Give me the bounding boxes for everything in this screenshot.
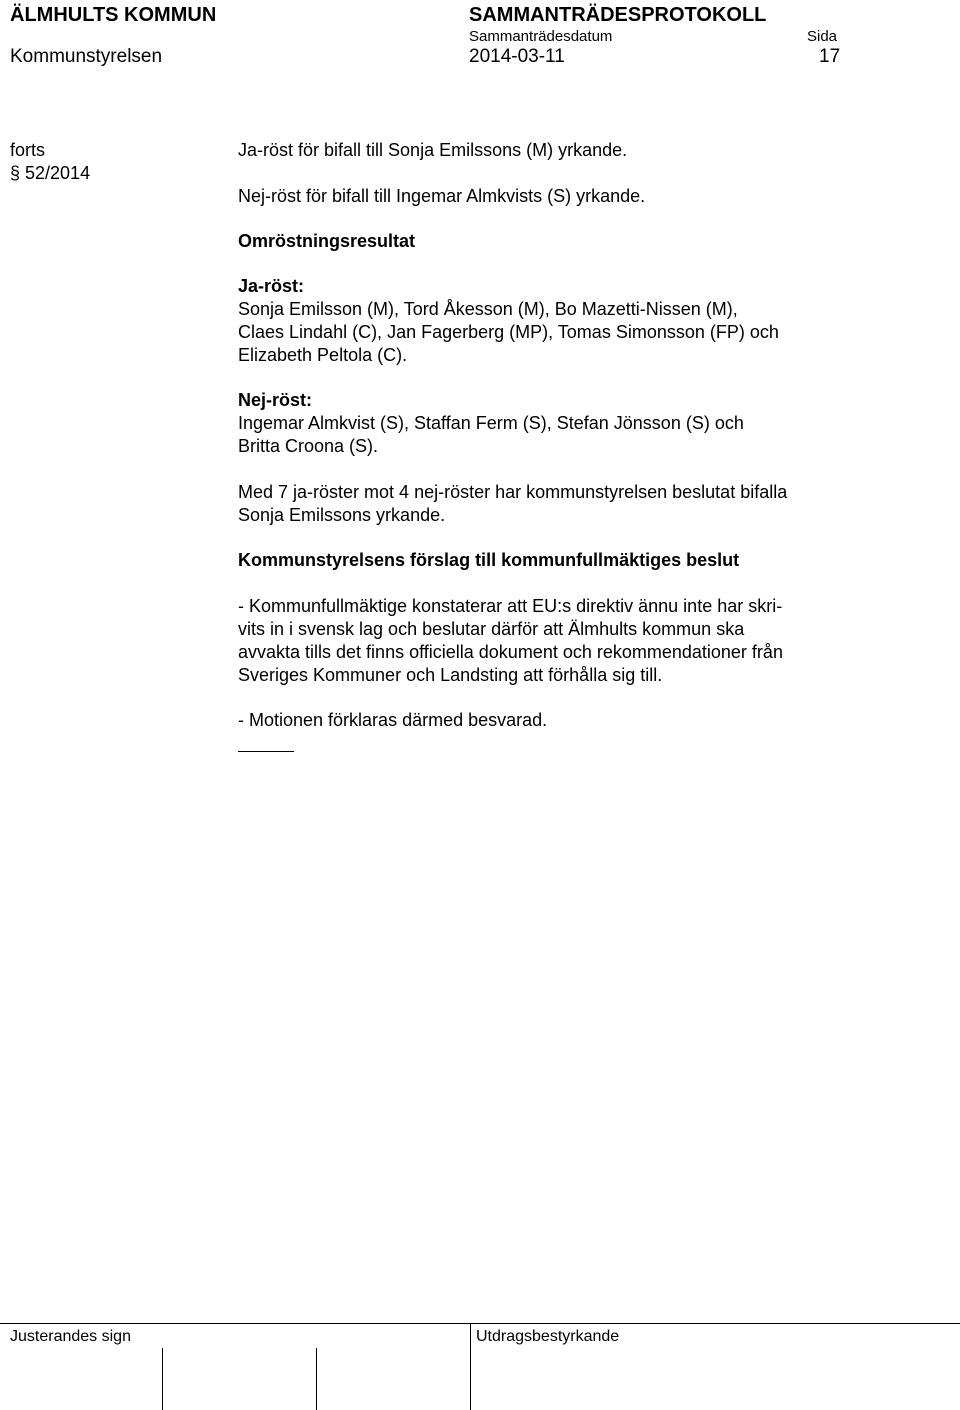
ja-proposition: Ja-röst för bifall till Sonja Emilssons (M) yrkande. — [238, 140, 628, 160]
page-number: 17 — [819, 46, 841, 67]
page-label: Sida — [807, 28, 838, 45]
outcome-line: Sonja Emilssons yrkande. — [238, 505, 446, 525]
ja-line: Sonja Emilsson (M), Tord Åkesson (M), Bo Mazetti-Nissen (M), — [238, 299, 738, 319]
vote-propositions — [238, 139, 878, 208]
org-name: ÄLMHULTS KOMMUN — [10, 4, 217, 26]
footer-top-rule — [0, 1323, 960, 1324]
proposal-block — [238, 595, 878, 687]
proposal-line: Sveriges Kommuner och Landsting att förhålla sig till. — [238, 665, 663, 685]
nej-proposition: Nej-röst för bifall till Ingemar Almkvists (S) yrkande. — [238, 186, 646, 206]
proposal-line: vits in i svensk lag och beslutar därför att Älmhults kommun ska — [238, 619, 745, 639]
nej-block — [238, 389, 878, 458]
nej-heading: Nej-röst: — [238, 390, 313, 410]
ja-heading: Ja-röst: — [238, 276, 305, 296]
meeting-date: 2014-03-11 — [469, 46, 565, 67]
result-heading: Omröstningsresultat — [238, 231, 416, 251]
outcome-block — [238, 481, 878, 527]
ja-line: Claes Lindahl (C), Jan Fagerberg (MP), Tomas Simonsson (FP) och — [238, 322, 779, 342]
sign-label: Justerandes sign — [10, 1328, 131, 1345]
ja-line: Elizabeth Peltola (C). — [238, 345, 408, 365]
paragraph-number: § 52/2014 — [10, 163, 91, 183]
footer-divider — [470, 1323, 471, 1410]
signature-box-divider — [316, 1348, 317, 1410]
outcome-line: Med 7 ja-röster mot 4 nej-röster har kommunstyrelsen beslutat bifalla — [238, 482, 788, 502]
signature-box-divider — [162, 1348, 163, 1410]
extract-label: Utdragsbestyrkande — [476, 1328, 620, 1345]
forts-label: forts — [10, 140, 46, 160]
nej-line: Britta Croona (S). — [238, 436, 379, 456]
ja-block — [238, 275, 878, 367]
date-label: Sammanträdesdatum — [469, 28, 613, 45]
proposal-line: - Kommunfullmäktige konstaterar att EU:s direktiv ännu inte har skri- — [238, 596, 783, 616]
proposal-line: avvakta tills det finns officiella dokument och rekommendationer från — [238, 642, 783, 662]
proposal-heading: Kommunstyrelsens förslag till kommunfullmäktiges beslut — [238, 550, 740, 570]
document-type: SAMMANTRÄDESPROTOKOLL — [469, 4, 767, 26]
motion-line: - Motionen förklaras därmed besvarad. — [238, 710, 548, 730]
nej-line: Ingemar Almkvist (S), Staffan Ferm (S), Stefan Jönsson (S) och — [238, 413, 744, 433]
closing-rule — [238, 751, 294, 752]
committee-name: Kommunstyrelsen — [10, 46, 163, 67]
